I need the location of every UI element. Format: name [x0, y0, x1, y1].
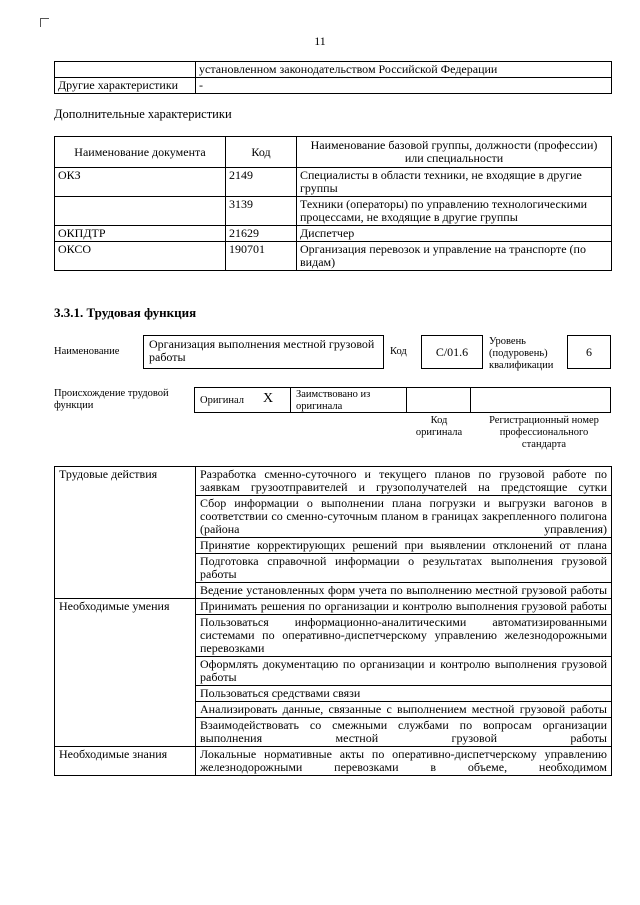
table-header-row: [55, 137, 612, 168]
table-cell: Локальные нормативные акты по оперативно-диспетчерскому управлению железнодорожными перевозками в объеме, необходимом: [196, 747, 612, 776]
table-row: [55, 62, 612, 78]
table-cell: -: [196, 78, 612, 94]
name-label: Наименование: [54, 346, 120, 357]
level-label: Уровень (подуровень) квалификации: [489, 336, 554, 371]
original-cell: [194, 387, 290, 413]
table-row: [55, 599, 612, 615]
table-row: [55, 747, 612, 776]
additional-characteristics-table: [54, 136, 612, 271]
table-cell: установленном законодательством Российской Федерации: [196, 62, 612, 78]
table-cell: 190701: [226, 242, 297, 271]
column-header: Наименование документа: [55, 137, 226, 168]
original-code-label: Код оригинала: [415, 415, 463, 438]
continuation-table: [54, 61, 612, 94]
corner-mark: [40, 18, 49, 27]
table-cell: Техники (операторы) по управлению технологическими процессами, не входящие в другие группы: [297, 197, 612, 226]
table-cell: ОКЗ: [55, 168, 226, 197]
level-value-box: 6: [567, 335, 611, 369]
table-cell: Взаимодействовать со смежными службами по вопросам организации выполнения местной грузовой работы: [196, 718, 612, 747]
original-code-cell: [407, 387, 471, 413]
reg-number-cell: [471, 387, 611, 413]
code-label: Код: [390, 346, 407, 357]
page-number: 11: [314, 34, 326, 48]
original-label: Оригинал: [200, 395, 244, 406]
table-cell: Ведение установленных форм учета по выполнению местной грузовой работы: [196, 583, 612, 599]
labour-function-table: [54, 466, 612, 776]
table-cell: Оформлять документацию по организации и контролю выполнения грузовой работы: [196, 657, 612, 686]
row-group-label: Необходимые умения: [55, 599, 196, 747]
origin-label: Происхождение трудовой функции: [54, 388, 169, 411]
table-cell: [55, 62, 196, 78]
function-name-box: Организация выполнения местной грузовой работы: [143, 335, 384, 369]
table-cell: Анализировать данные, связанные с выполнением местной грузовой работы: [196, 702, 612, 718]
additional-characteristics-title: Дополнительные характеристики: [54, 107, 232, 121]
section-title: 3.3.1. Трудовая функция: [54, 305, 197, 320]
row-group-label: Трудовые действия: [55, 467, 196, 599]
table-cell: 3139: [226, 197, 297, 226]
table-cell: Пользоваться информационно-аналитическими автоматизированными системами по оперативно-диспетчерскому управлению железнодорожными перевозками: [196, 615, 612, 657]
table-cell: ОКСО: [55, 242, 226, 271]
table-cell: Разработка сменно-суточного и текущего планов по грузовой работе по заявкам грузоотправителей и грузополучателей на предстоящие сутки: [196, 467, 612, 496]
borrowed-label: Заимствовано из оригинала: [296, 389, 371, 412]
table-row: [55, 467, 612, 496]
table-cell: Подготовка справочной информации о результатах выполнения грузовой работы: [196, 554, 612, 583]
table-cell: Принятие корректирующих решений при выявлении отклонений от плана: [196, 538, 612, 554]
table-row: [55, 226, 612, 242]
table-row: [55, 197, 612, 226]
table-cell: 21629: [226, 226, 297, 242]
table-cell: 2149: [226, 168, 297, 197]
table-row: [55, 168, 612, 197]
table-cell: [55, 197, 226, 226]
table-cell: Принимать решения по организации и контролю выполнения грузовой работы: [196, 599, 612, 615]
original-mark: Х: [263, 391, 274, 406]
table-cell: Другие характеристики: [55, 78, 196, 94]
column-header: Код: [226, 137, 297, 168]
table-cell: Сбор информации о выполнении плана погрузки и выгрузки вагонов в соответствии со сменно-суточным планом в границах закрепленного полигона (района управления): [196, 496, 612, 538]
reg-number-label: Регистрационный номер профессионального стандарта: [489, 415, 599, 450]
table-cell: Специалисты в области техники, не входящие в другие группы: [297, 168, 612, 197]
function-code-box: С/01.6: [421, 335, 483, 369]
table-cell: Диспетчер: [297, 226, 612, 242]
borrowed-cell: [290, 387, 407, 413]
table-row: [55, 242, 612, 271]
table-row: [55, 78, 612, 94]
row-group-label: Необходимые знания: [55, 747, 196, 776]
table-cell: ОКПДТР: [55, 226, 226, 242]
table-cell: Пользоваться средствами связи: [196, 686, 612, 702]
table-cell: Организация перевозок и управление на транспорте (по видам): [297, 242, 612, 271]
column-header: Наименование базовой группы, должности (профессии) или специальности: [297, 137, 612, 168]
